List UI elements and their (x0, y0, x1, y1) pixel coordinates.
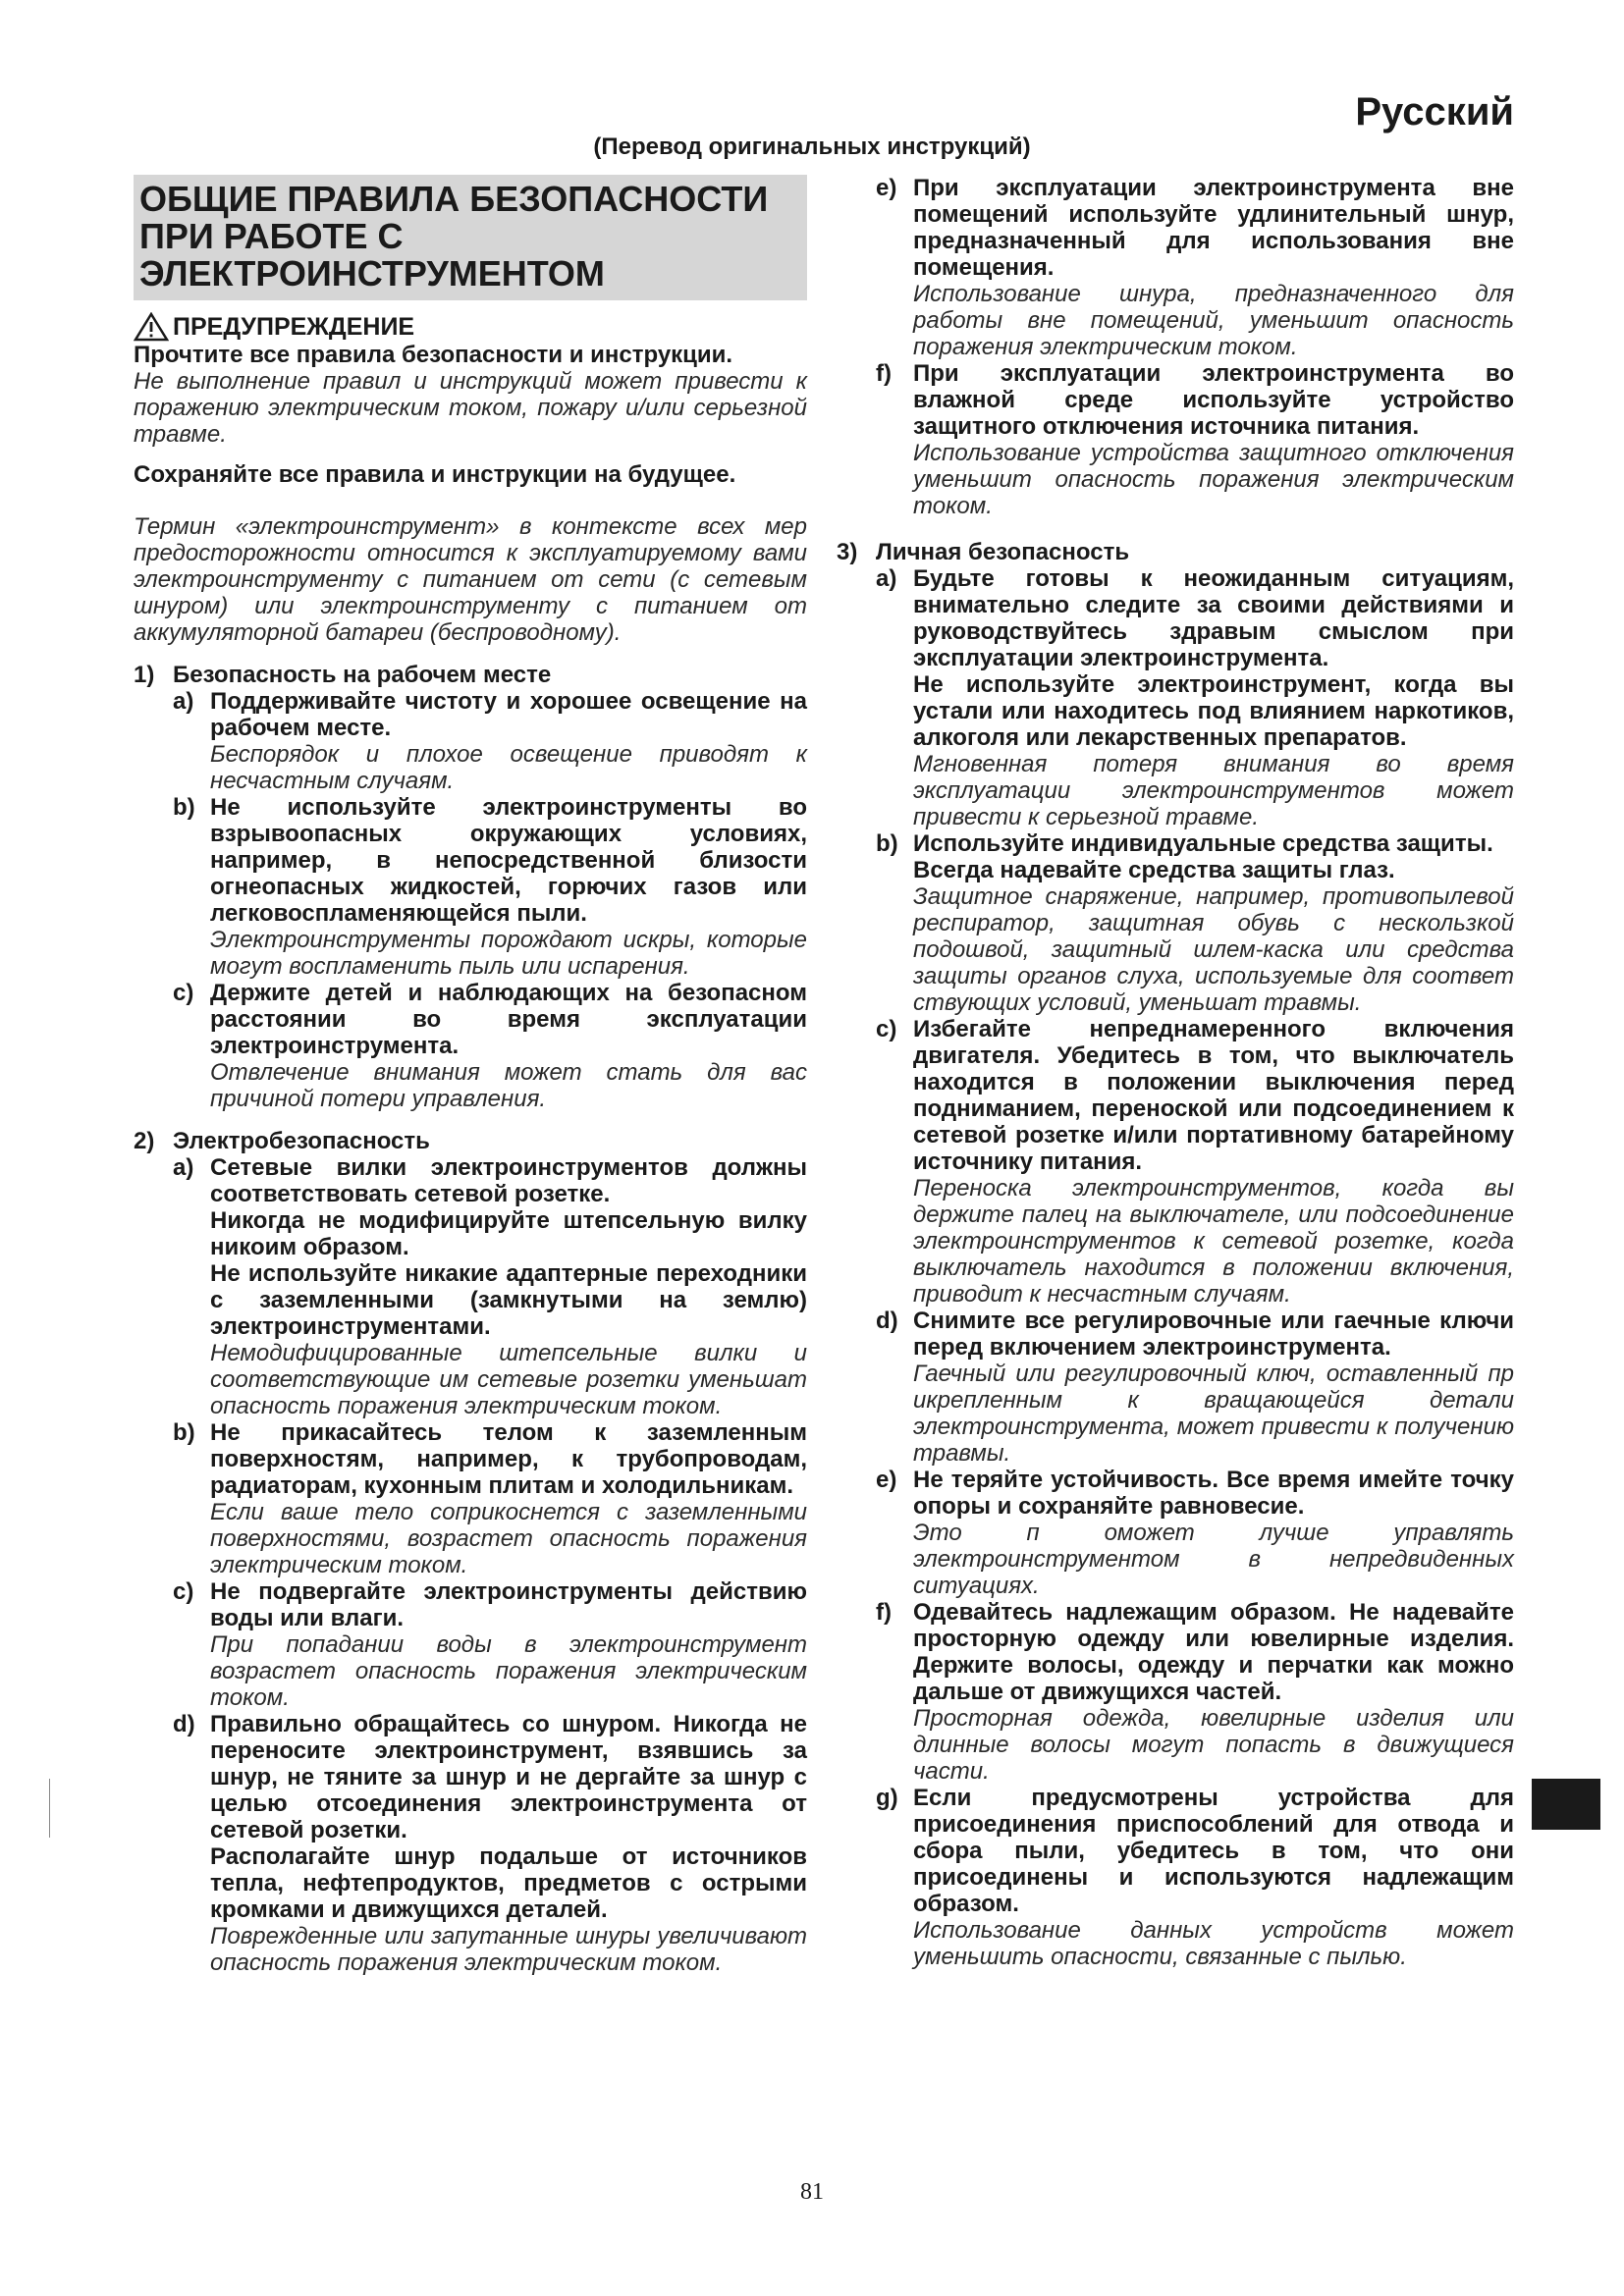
list-item (837, 1308, 1514, 1467)
section-3-heading (837, 539, 1514, 565)
item-explanation: Использование данных устройств может уменьшить опасности, связанные с пылью. (913, 1917, 1514, 1970)
item-rule: Избегайте непреднамеренного включения двигателя. Убедитесь в том, что выключатель находится в положении выключения перед подниманием, переноской или подсоединением к сетевой розетке и/или портативному батарейному источнику питания. (913, 1016, 1514, 1175)
item-letter: f) (876, 360, 892, 387)
item-explanation: Поврежденные или запутанные шнуры увеличивают опасность поражения электрическим током. (210, 1923, 807, 1976)
item-letter: e) (876, 175, 897, 201)
item-explanation: Если ваше тело соприкоснется с заземленными поверхностями, возрастет опасность поражения электрическим током. (210, 1499, 807, 1578)
item-explanation: Просторная одежда, ювелирные изделия или длинные волосы могут попасть в движущиеся части. (913, 1705, 1514, 1785)
list-item (134, 1578, 807, 1711)
left-column (134, 175, 807, 1976)
warning-save: Сохраняйте все правила и инструкции на будущее. (134, 461, 736, 488)
item-letter: b) (876, 830, 898, 857)
item-rule: Будьте готовы к неожиданным ситуациям, внимательно следите за своими действиями и руководствуйтесь здравым смыслом при эксплуатации электроинструмента. (913, 565, 1514, 671)
section-title: Электробезопасность (173, 1128, 430, 1154)
language-label: Русский (1355, 90, 1514, 133)
item-letter: g) (876, 1785, 898, 1811)
list-item (837, 830, 1514, 1016)
warning-consequence: Не выполнение правил и инструкций может привести к поражению электрическим током, пожару и/или серьезной травме. (134, 368, 807, 448)
item-letter: a) (173, 688, 194, 715)
item-letter: d) (876, 1308, 898, 1334)
section-title: Личная безопасность (876, 539, 1130, 565)
list-item (837, 1599, 1514, 1785)
item-rule: Никогда не модифицируйте штепсельную вилку никоим образом. (210, 1207, 807, 1260)
warning-term: Термин «электроинструмент» в контексте всех мер предосторожности относится к эксплуатируемому вами электроинструменту с питанием от сети (с сетевым шнуром) или электроинструменту с питанием от аккумуляторной батареи (беспроводному). (134, 513, 807, 646)
item-explanation: Использование шнура, предназначенного для работы вне помещений, уменьшит опасность поражения электрическим током. (913, 281, 1514, 360)
item-rule: Правильно обращайтесь со шнуром. Никогда не переносите электроинструмент, взявшись за шнур, не тяните за шнур и не дергайте за шнур с целью отсоединения электроинструмента от сетевой розетки. (210, 1711, 807, 1843)
item-explanation: Это п оможет лучше управлять электроинструментом в непредвиденных ситуациях. (913, 1520, 1514, 1599)
item-rule: Поддерживайте чистоту и хорошее освещение на рабочем месте. (210, 688, 807, 741)
item-explanation: Использование устройства защитного отключения уменьшит опасность поражения электрическим током. (913, 440, 1514, 519)
translation-note: (Перевод оригинальных инструкций) (593, 133, 1031, 160)
list-item (134, 794, 807, 980)
list-item (134, 1419, 807, 1578)
item-letter: c) (173, 980, 194, 1006)
item-rule: Сетевые вилки электроинструментов должны соответствовать сетевой розетке. (210, 1154, 807, 1207)
item-letter: f) (876, 1599, 892, 1626)
item-letter: b) (173, 794, 195, 821)
item-explanation: Переноска электроинструментов, когда вы держите палец на выключателе, или подсоединение электроинструментов к сетевой розетке, когда выключатель находится в положении включения, приводит к несчастным случаям. (913, 1175, 1514, 1308)
list-item (134, 1711, 807, 1976)
list-item (837, 1016, 1514, 1308)
section-1-heading (134, 662, 807, 688)
item-rule: Не подвергайте электроинструменты действию воды или влаги. (210, 1578, 807, 1631)
list-item (837, 360, 1514, 519)
item-explanation: Электроинструменты порождают искры, которые могут воспламенить пыль или испарения. (210, 927, 807, 980)
warning-label: ПРЕДУПРЕЖДЕНИЕ (173, 312, 415, 341)
item-rule: Не прикасайтесь телом к заземленным поверхностям, например, к трубопроводам, радиаторам, кухонным плитам и холодильникам. (210, 1419, 807, 1499)
warning-read-all: Прочтите все правила безопасности и инструкции. (134, 342, 733, 368)
item-letter: a) (876, 565, 897, 592)
item-letter: d) (173, 1711, 195, 1737)
list-item (837, 1785, 1514, 1970)
item-explanation: Немодифицированные штепсельные вилки и соответствующие им сетевые розетки уменьшат опасность поражения электрическим током. (210, 1340, 807, 1419)
item-rule: Держите детей и наблюдающих на безопасном расстоянии во время эксплуатации электроинструмента. (210, 980, 807, 1059)
item-rule: Всегда надевайте средства защиты глаз. (913, 857, 1395, 883)
item-rule: Одевайтесь надлежащим образом. Не надевайте просторную одежду или ювелирные изделия. Держите волосы, одежду и перчатки как можно дальше от движущихся частей. (913, 1599, 1514, 1705)
section-number: 3) (837, 539, 858, 565)
section-2-heading (134, 1128, 807, 1154)
item-explanation: Беспорядок и плохое освещение приводят к несчастным случаям. (210, 741, 807, 794)
list-item (134, 1154, 807, 1419)
item-explanation: Защитное снаряжение, например, противопылевой респиратор, защитная обувь с нескользкой подошвой, защитный шлем-каска или средства защиты органов слуха, используемые для соответ ствующих условий, уменьшат травмы. (913, 883, 1514, 1016)
page-title: ОБЩИЕ ПРАВИЛА БЕЗОПАСНОСТИ ПРИ РАБОТЕ С ЭЛЕКТРОИНСТРУМЕНТОМ (134, 175, 807, 300)
page-number: 81 (800, 2179, 824, 2205)
item-explanation: Отвлечение внимания может стать для вас причиной потери управления. (210, 1059, 807, 1112)
item-letter: c) (876, 1016, 897, 1042)
section-number: 2) (134, 1128, 155, 1154)
item-rule: Если предусмотрены устройства для присоединения приспособлений для отвода и сбора пыли, убедитесь в том, что они присоединены и используются надлежащим образом. (913, 1785, 1514, 1917)
item-explanation: Мгновенная потеря внимания во время эксплуатации электроинструментов может привести к серьезной травме. (913, 751, 1514, 830)
item-letter: e) (876, 1467, 897, 1493)
item-rule: Не используйте никакие адаптерные переходники с заземленными (замкнутыми на землю) электроинструментами. (210, 1260, 807, 1340)
item-rule: При эксплуатации электроинструмента вне помещений используйте удлинительный шнур, предназначенный для использования вне помещения. (913, 175, 1514, 281)
list-item (134, 980, 807, 1112)
list-item (134, 688, 807, 794)
section-number: 1) (134, 662, 155, 688)
warning-heading (134, 312, 807, 342)
item-explanation: При попадании воды в электроинструмент возрастет опасность поражения электрическим током. (210, 1631, 807, 1711)
warning-triangle-icon (134, 312, 169, 342)
item-rule: При эксплуатации электроинструмента во влажной среде используйте устройство защитного отключения источника питания. (913, 360, 1514, 440)
section-thumb-tab (1532, 1779, 1600, 1830)
margin-mark (49, 1779, 50, 1838)
item-explanation: Гаечный или регулировочный ключ, оставленный пр икрепленным к вращающейся детали электроинструмента, может привести к получению травмы. (913, 1361, 1514, 1467)
list-item (837, 565, 1514, 830)
item-letter: a) (173, 1154, 194, 1181)
right-column (837, 175, 1514, 1970)
item-letter: b) (173, 1419, 195, 1446)
list-item (837, 175, 1514, 360)
item-rule: Располагайте шнур подальше от источников тепла, нефтепродуктов, предметов с острыми кромками и движущихся деталей. (210, 1843, 807, 1923)
section-title: Безопасность на рабочем месте (173, 662, 552, 688)
list-item (837, 1467, 1514, 1599)
item-letter: c) (173, 1578, 194, 1605)
item-rule: Не теряйте устойчивость. Все время имейте точку опоры и сохраняйте равновесие. (913, 1467, 1514, 1520)
item-rule: Не используйте электроинструмент, когда вы устали или находитесь под влиянием наркотиков, алкоголя или лекарственных препаратов. (913, 671, 1514, 751)
item-rule: Используйте индивидуальные средства защиты. (913, 830, 1493, 857)
item-rule: Не используйте электроинструменты во взрывоопасных окружающих условиях, например, в непосредственной близости огнеопасных жидкостей, горючих газов или легковоспламеняющейся пыли. (210, 794, 807, 927)
item-rule: Снимите все регулировочные или гаечные ключи перед включением электроинструмента. (913, 1308, 1514, 1361)
